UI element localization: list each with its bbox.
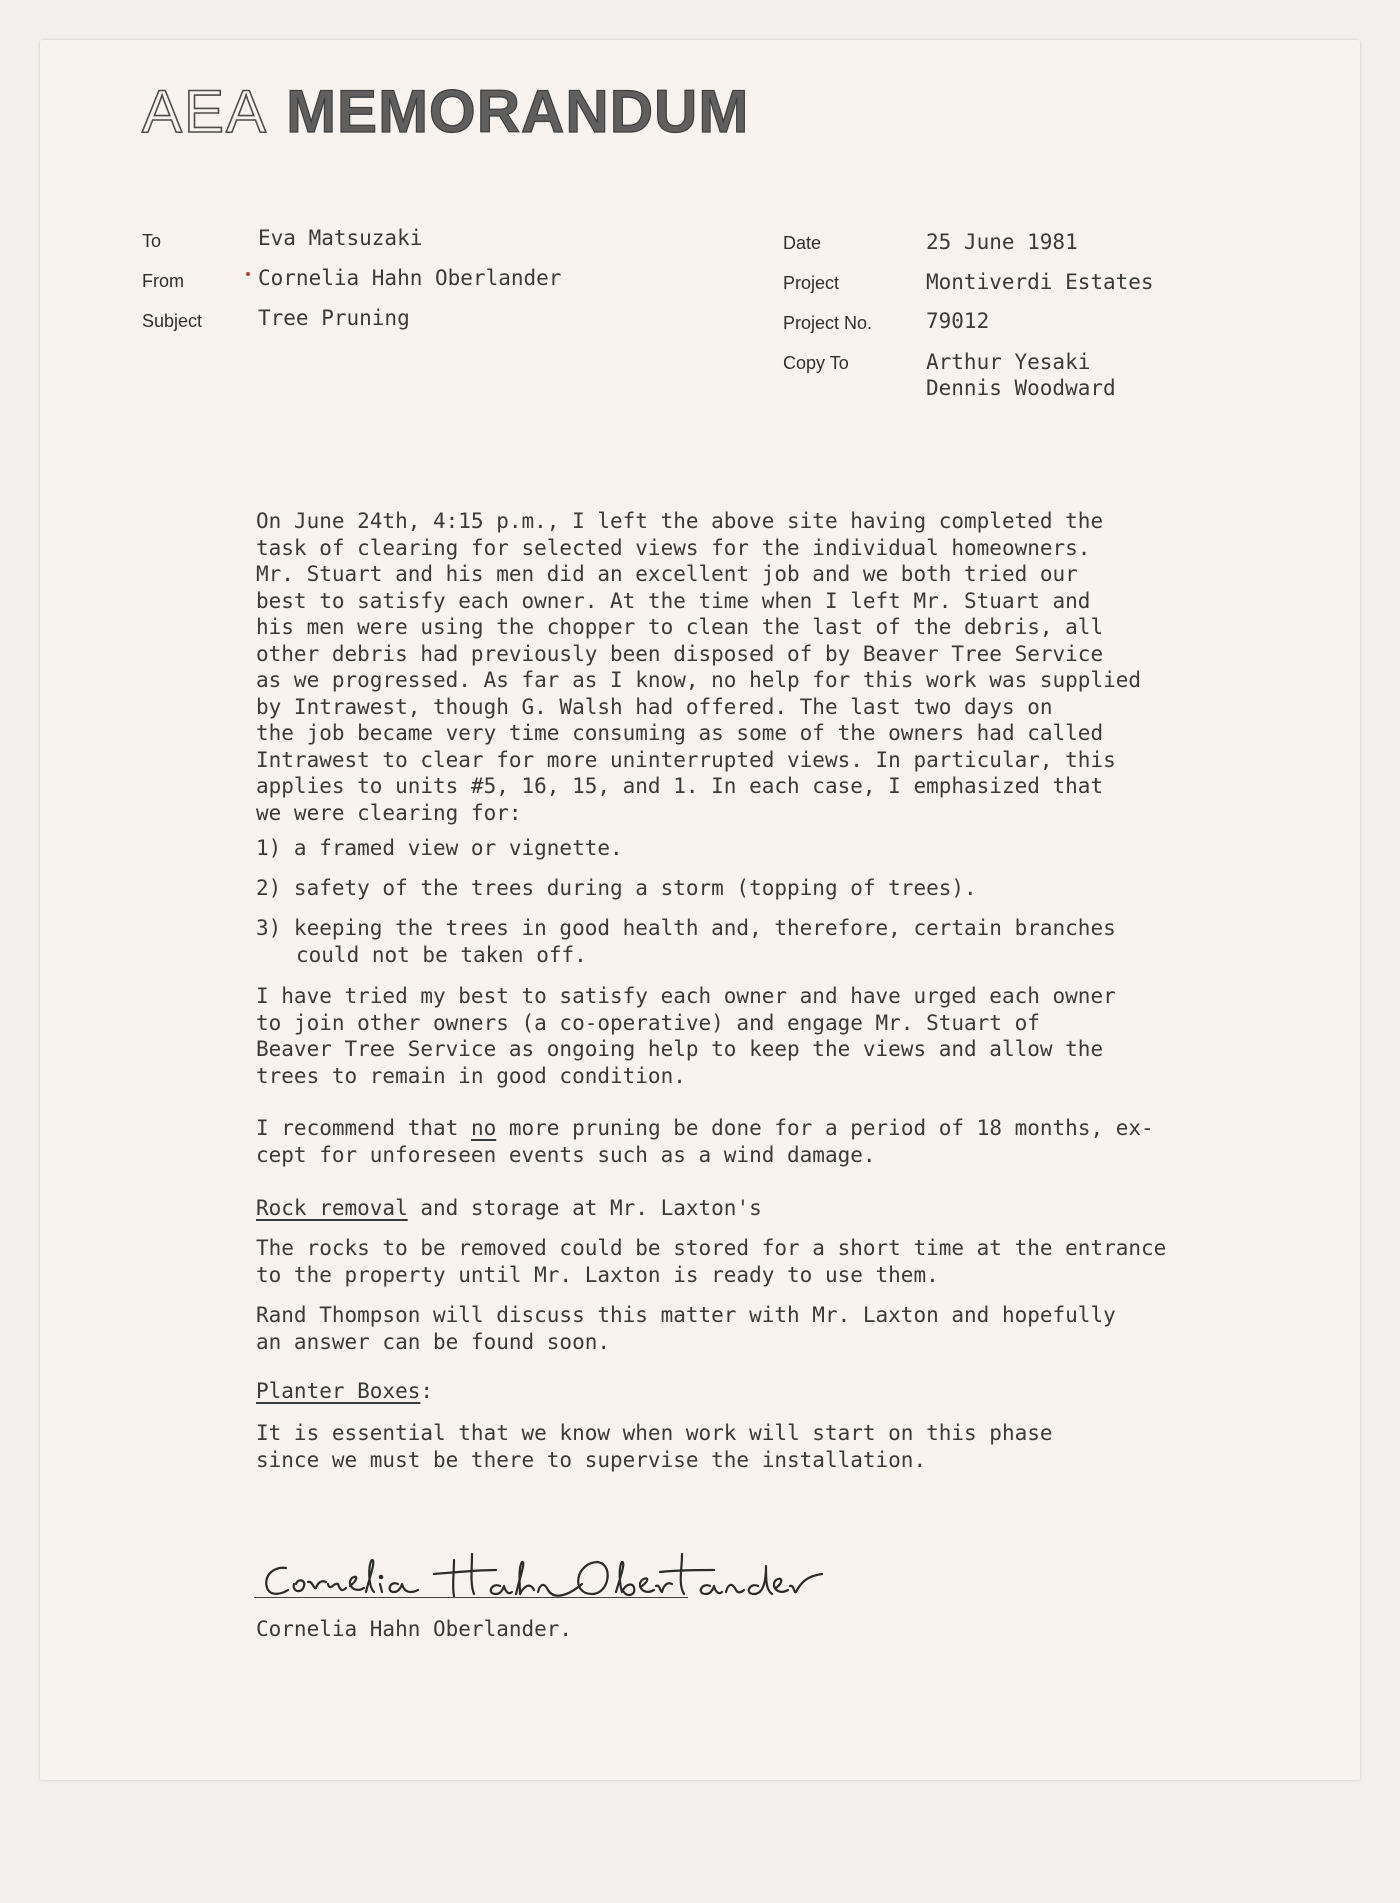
text-line: On June 24th, 4:15 p.m., I left the above site having completed the xyxy=(256,509,1104,533)
text-line: his men were using the chopper to clean the last of the debris, all xyxy=(256,615,1104,639)
handwritten-signature xyxy=(258,1540,878,1610)
logo-aea: AEA xyxy=(142,78,269,145)
subject-value: Tree Pruning xyxy=(258,306,410,330)
list-item-3-line-2: could not be taken off. xyxy=(296,942,587,967)
text-line xyxy=(256,1115,1154,1142)
paragraph-6 xyxy=(256,1420,1053,1473)
paragraph-3 xyxy=(256,1115,1154,1168)
logo-memorandum: MEMORANDUM xyxy=(286,78,750,145)
text-line: cept for unforeseen events such as a wind damage. xyxy=(256,1142,876,1167)
project-no-label: Project No. xyxy=(783,313,873,333)
emphasis-no: no xyxy=(470,1116,497,1140)
spacer xyxy=(255,1900,256,1901)
text-line: as we progressed. As far as I know, no help for this work was supplied xyxy=(256,668,1142,692)
list-item-1: 1) a framed view or vignette. xyxy=(256,836,623,860)
text-line: It is essential that we know when work will start on this phase xyxy=(256,1421,1053,1445)
text-line: Beaver Tree Service as ongoing help to keep the views and allow the xyxy=(256,1037,1104,1061)
heading-rest: and storage at Mr. Laxton's xyxy=(407,1196,762,1220)
paragraph-2 xyxy=(256,983,1116,1089)
section-heading-planter-boxes xyxy=(256,1378,433,1405)
subject-label: Subject xyxy=(142,311,203,331)
text-line: best to satisfy each owner. At the time when I left Mr. Stuart and xyxy=(256,588,1091,613)
typed-signature-name: Cornelia Hahn Oberlander. xyxy=(256,1617,573,1641)
text-line: Rand Thompson will discuss this matter with Mr. Laxton and hopefully xyxy=(256,1303,1116,1327)
text-line: applies to units #5, 16, 15, and 1. In each case, I emphasized that xyxy=(256,774,1104,798)
text-line: an answer can be found soon. xyxy=(256,1329,611,1354)
to-value: Eva Matsuzaki xyxy=(258,226,423,250)
project-no-value: 79012 xyxy=(926,309,990,333)
heading-underlined: Planter Boxes xyxy=(256,1379,421,1403)
from-value: Cornelia Hahn Oberlander xyxy=(258,266,562,290)
text-line: The rocks to be removed could be stored for a short time at the entrance xyxy=(256,1236,1167,1260)
date-value: 25 June 1981 xyxy=(926,230,1078,254)
text-run: I recommend that xyxy=(256,1116,471,1140)
list-item-2: 2) safety of the trees during a storm (topping of trees). xyxy=(256,876,977,900)
text-line: task of clearing for selected views for the individual homeowners. xyxy=(256,535,1091,560)
date-label: Date xyxy=(783,233,822,253)
section-heading-rock-removal xyxy=(256,1195,762,1222)
text-line: to join other owners (a co-operative) and engage Mr. Stuart of xyxy=(256,1010,1040,1035)
text-line: Mr. Stuart and his men did an excellent job and we both tried our xyxy=(256,562,1078,586)
text-line: to the property until Mr. Laxton is ready to use them. xyxy=(256,1262,939,1287)
text-line: Intrawest to clear for more uninterrupted views. In particular, this xyxy=(256,747,1116,772)
text-line: we were clearing for: xyxy=(256,800,522,825)
project-value: Montiverdi Estates xyxy=(926,270,1154,294)
project-label: Project xyxy=(783,273,840,293)
paragraph-5 xyxy=(256,1302,1116,1355)
text-line: the job became very time consuming as some of the owners had called xyxy=(256,721,1104,745)
text-line: since we must be there to supervise the installation. xyxy=(256,1447,927,1472)
text-line: other debris had previously been disposed of by Beaver Tree Service xyxy=(256,641,1104,666)
text-run: more pruning be done for a period of 18 months, ex- xyxy=(496,1116,1154,1140)
heading-underlined: Rock removal xyxy=(256,1196,408,1220)
signature-line xyxy=(254,1597,688,1598)
paragraph-1 xyxy=(256,508,1141,826)
red-mark xyxy=(246,272,250,276)
to-label: To xyxy=(142,231,162,251)
text-line: by Intrawest, though G. Walsh had offered. The last two days on xyxy=(256,694,1053,719)
text-line: I have tried my best to satisfy each owner and have urged each owner xyxy=(256,984,1116,1008)
from-label: From xyxy=(142,271,184,291)
list-item-3-line-1: 3) keeping the trees in good health and, therefore, certain branches xyxy=(256,916,1116,940)
paragraph-4 xyxy=(256,1235,1166,1288)
copy-to-label: Copy To xyxy=(783,353,849,373)
heading-rest: : xyxy=(420,1379,434,1403)
text-line: trees to remain in good condition. xyxy=(256,1063,686,1088)
memo-letterhead xyxy=(142,78,750,145)
list-item-3 xyxy=(256,915,1116,968)
copy-to-value-2: Dennis Woodward xyxy=(926,376,1116,400)
copy-to-value-1: Arthur Yesaki xyxy=(926,350,1091,374)
memo-page xyxy=(40,40,1360,1780)
